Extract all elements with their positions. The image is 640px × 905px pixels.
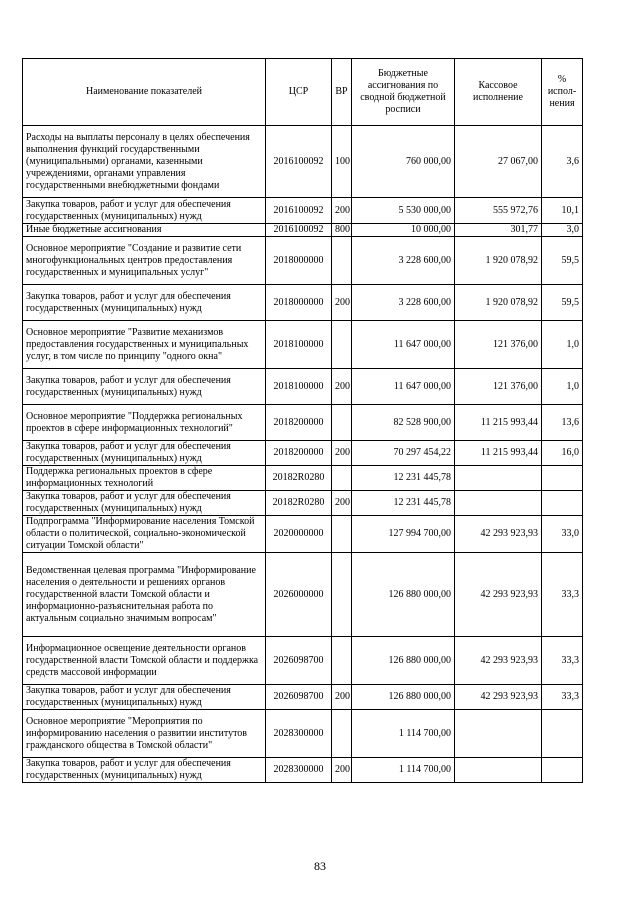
row-name-cell: Закупка товаров, работ и услуг для обеспечения государственных (муниципальных) нужд (23, 198, 266, 224)
row-cash-cell: 555 972,76 (455, 198, 542, 224)
row-cash-cell: 121 376,00 (455, 321, 542, 369)
row-vr-cell: 200 (332, 491, 352, 516)
row-cash-cell (455, 758, 542, 783)
row-csr-cell: 20182R0280 (266, 491, 332, 516)
row-budget-cell: 11 647 000,00 (352, 369, 455, 405)
row-name-cell: Основное мероприятие "Мероприятия по информированию населения о развитии институтов гражданского общества в Томской области" (23, 710, 266, 758)
row-csr-cell: 2018100000 (266, 369, 332, 405)
row-budget-cell: 126 880 000,00 (352, 685, 455, 710)
row-percent-cell: 3,0 (542, 224, 583, 237)
row-csr-cell: 2028300000 (266, 710, 332, 758)
row-budget-cell: 3 228 600,00 (352, 237, 455, 285)
row-csr-cell: 20182R0280 (266, 466, 332, 491)
table-row (23, 758, 583, 783)
row-name-cell: Закупка товаров, работ и услуг для обеспечения государственных (муниципальных) нужд (23, 369, 266, 405)
row-percent-cell: 13,6 (542, 405, 583, 441)
row-budget-cell: 10 000,00 (352, 224, 455, 237)
table-row (23, 710, 583, 758)
header-csr: ЦСР (266, 59, 332, 126)
row-name-cell: Закупка товаров, работ и услуг для обеспечения государственных (муниципальных) нужд (23, 685, 266, 710)
row-name-cell: Закупка товаров, работ и услуг для обеспечения государственных (муниципальных) нужд (23, 441, 266, 466)
row-csr-cell: 2026098700 (266, 637, 332, 685)
row-csr-cell: 2026098700 (266, 685, 332, 710)
table-row (23, 198, 583, 224)
row-vr-cell (332, 237, 352, 285)
row-budget-cell: 126 880 000,00 (352, 637, 455, 685)
row-percent-cell: 10,1 (542, 198, 583, 224)
table-row (23, 369, 583, 405)
row-cash-cell: 11 215 993,44 (455, 441, 542, 466)
table-row (23, 516, 583, 553)
row-percent-cell (542, 758, 583, 783)
row-cash-cell: 301,77 (455, 224, 542, 237)
row-budget-cell: 127 994 700,00 (352, 516, 455, 553)
row-name-cell: Закупка товаров, работ и услуг для обеспечения государственных (муниципальных) нужд (23, 285, 266, 321)
row-percent-cell (542, 710, 583, 758)
table-row (23, 491, 583, 516)
row-name-cell: Поддержка региональных проектов в сфере информационных технологий (23, 466, 266, 491)
row-cash-cell (455, 710, 542, 758)
row-budget-cell: 82 528 900,00 (352, 405, 455, 441)
row-vr-cell: 200 (332, 285, 352, 321)
row-cash-cell: 121 376,00 (455, 369, 542, 405)
row-csr-cell: 2018000000 (266, 237, 332, 285)
row-percent-cell (542, 491, 583, 516)
page-number: 83 (314, 859, 326, 873)
row-budget-cell: 1 114 700,00 (352, 758, 455, 783)
table-row (23, 466, 583, 491)
row-csr-cell: 2018100000 (266, 321, 332, 369)
row-vr-cell: 800 (332, 224, 352, 237)
row-budget-cell: 11 647 000,00 (352, 321, 455, 369)
row-name-cell: Основное мероприятие "Развитие механизмов предоставления государственных и муниципальных услуг, в том числе по принципу "одного окна" (23, 321, 266, 369)
row-cash-cell (455, 466, 542, 491)
row-vr-cell (332, 405, 352, 441)
row-vr-cell (332, 553, 352, 637)
row-budget-cell: 760 000,00 (352, 126, 455, 198)
row-name-cell: Основное мероприятие "Создание и развитие сети многофункциональных центров предоставления государственных и муниципальных услуг" (23, 237, 266, 285)
row-cash-cell: 27 067,00 (455, 126, 542, 198)
row-vr-cell: 200 (332, 198, 352, 224)
row-vr-cell (332, 710, 352, 758)
table-row (23, 405, 583, 441)
budget-execution-table (22, 58, 583, 783)
row-name-cell: Ведомственная целевая программа "Информирование населения о деятельности и решениях органов государственной власти Томской области и информационно-разъяснительная работа по актуальным социально значимым вопросам" (23, 553, 266, 637)
row-percent-cell: 1,0 (542, 321, 583, 369)
row-cash-cell (455, 491, 542, 516)
row-name-cell: Информационное освещение деятельности органов государственной власти Томской области и поддержка средств массовой информации (23, 637, 266, 685)
row-cash-cell: 42 293 923,93 (455, 516, 542, 553)
row-budget-cell: 12 231 445,78 (352, 491, 455, 516)
row-budget-cell: 1 114 700,00 (352, 710, 455, 758)
row-name-cell: Закупка товаров, работ и услуг для обеспечения государственных (муниципальных) нужд (23, 491, 266, 516)
row-csr-cell: 2026000000 (266, 553, 332, 637)
row-percent-cell: 33,3 (542, 685, 583, 710)
row-csr-cell: 2016100092 (266, 126, 332, 198)
row-budget-cell: 5 530 000,00 (352, 198, 455, 224)
row-budget-cell: 70 297 454,22 (352, 441, 455, 466)
row-cash-cell: 42 293 923,93 (455, 685, 542, 710)
table-row (23, 685, 583, 710)
row-csr-cell: 2016100092 (266, 198, 332, 224)
header-cash: Кассовое исполнение (455, 59, 542, 126)
header-name: Наименование показателей (23, 59, 266, 126)
table-row (23, 126, 583, 198)
table-header-row (23, 59, 583, 126)
row-percent-cell: 33,0 (542, 516, 583, 553)
table-row (23, 237, 583, 285)
row-csr-cell: 2018200000 (266, 405, 332, 441)
row-name-cell: Подпрограмма "Информирование населения Томской области о политической, социально-экономической ситуации Томской области" (23, 516, 266, 553)
row-cash-cell: 11 215 993,44 (455, 405, 542, 441)
row-csr-cell: 2028300000 (266, 758, 332, 783)
row-vr-cell (332, 637, 352, 685)
row-name-cell: Основное мероприятие "Поддержка региональных проектов в сфере информационных технологий" (23, 405, 266, 441)
row-cash-cell: 1 920 078,92 (455, 285, 542, 321)
row-percent-cell: 33,3 (542, 553, 583, 637)
row-budget-cell: 12 231 445,78 (352, 466, 455, 491)
row-percent-cell: 1,0 (542, 369, 583, 405)
row-csr-cell: 2018200000 (266, 441, 332, 466)
row-csr-cell: 2018000000 (266, 285, 332, 321)
row-vr-cell: 200 (332, 369, 352, 405)
row-vr-cell: 100 (332, 126, 352, 198)
table-body (23, 126, 583, 783)
table-row (23, 321, 583, 369)
row-csr-cell: 2016100092 (266, 224, 332, 237)
header-percent: % испол-нения (542, 59, 583, 126)
row-percent-cell: 16,0 (542, 441, 583, 466)
row-percent-cell (542, 466, 583, 491)
row-vr-cell (332, 466, 352, 491)
row-cash-cell: 1 920 078,92 (455, 237, 542, 285)
table-row (23, 637, 583, 685)
table-row (23, 441, 583, 466)
table-row (23, 285, 583, 321)
row-vr-cell: 200 (332, 685, 352, 710)
row-percent-cell: 3,6 (542, 126, 583, 198)
row-vr-cell: 200 (332, 441, 352, 466)
row-name-cell: Иные бюджетные ассигнования (23, 224, 266, 237)
row-percent-cell: 59,5 (542, 237, 583, 285)
row-percent-cell: 59,5 (542, 285, 583, 321)
row-vr-cell (332, 321, 352, 369)
row-vr-cell: 200 (332, 758, 352, 783)
row-csr-cell: 2020000000 (266, 516, 332, 553)
header-vr: ВР (332, 59, 352, 126)
header-budget: Бюджетные ассигнования по сводной бюджетной росписи (352, 59, 455, 126)
row-name-cell: Закупка товаров, работ и услуг для обеспечения государственных (муниципальных) нужд (23, 758, 266, 783)
row-budget-cell: 3 228 600,00 (352, 285, 455, 321)
table-row (23, 224, 583, 237)
row-cash-cell: 42 293 923,93 (455, 553, 542, 637)
row-cash-cell: 42 293 923,93 (455, 637, 542, 685)
row-vr-cell (332, 516, 352, 553)
row-name-cell: Расходы на выплаты персоналу в целях обеспечения выполнения функций государственными (муниципальными) органами, казенными учреждениями, органами управления государственными внебюджетными фондами (23, 126, 266, 198)
row-percent-cell: 33,3 (542, 637, 583, 685)
row-budget-cell: 126 880 000,00 (352, 553, 455, 637)
table-row (23, 553, 583, 637)
